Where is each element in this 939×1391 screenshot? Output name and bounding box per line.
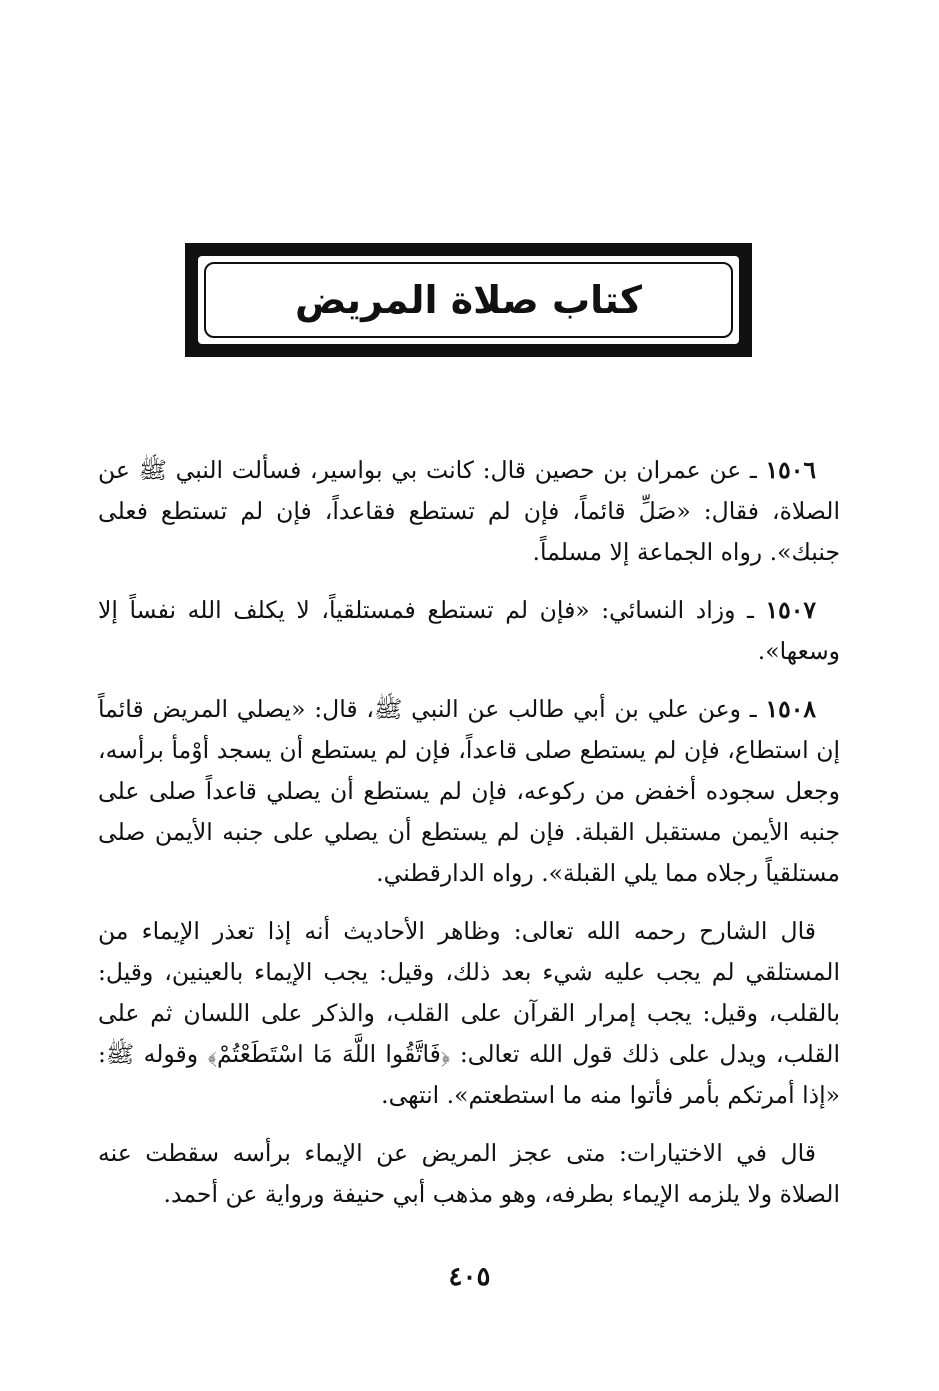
hadith-number: ١٥٠٨ [765, 695, 816, 723]
hadith-1506 [98, 450, 840, 573]
commentary-text: قال الشارح رحمه الله تعالى: وظاهر الأحاديث أنه إذا تعذر الإيماء من المستلقي لم يجب عليه شيء بعد ذلك، وقيل: يجب الإيماء بالعينين، وقيل: بالقلب، وقيل: يجب إمرار القرآن على القلب، والذكر على اللسان ثم على القلب، ويدل على ذلك قول الله تعالى: ﴿فَاتَّقُوا اللَّهَ مَا اسْتَطَعْتُمْ﴾ وقوله ﷺ: «إذا أمرتكم بأمر فأتوا منه ما استطعتم». انتهى. [98, 917, 840, 1109]
chapter-title-frame [185, 243, 752, 357]
hadith-text: ـ وزاد النسائي: «فإن لم تستطع فمستلقياً، لا يكلف الله نفساً إلا وسعها». [98, 596, 840, 665]
title-box [204, 262, 733, 338]
hadith-1507 [98, 590, 840, 672]
chapter-title: كتاب صلاة المريض [294, 278, 643, 322]
hadith-1508 [98, 689, 840, 894]
commentary-text: قال في الاختيارات: متى عجز المريض عن الإيماء برأسه سقطت عنه الصلاة ولا يلزمه الإيماء بطرفه، وهو مذهب أبي حنيفة ورواية عن أحمد. [98, 1139, 840, 1208]
hadith-number: ١٥٠٦ [765, 456, 816, 484]
ikhtiyarat-paragraph [98, 1133, 840, 1215]
page-body [98, 450, 840, 1232]
commentary-paragraph [98, 911, 840, 1116]
title-frame-inner [198, 256, 739, 344]
hadith-number: ١٥٠٧ [765, 596, 816, 624]
hadith-text: ـ وعن علي بن أبي طالب عن النبي ﷺ، قال: «يصلي المريض قائماً إن استطاع، فإن لم يستطع صلى قاعداً، فإن لم يستطع أن يسجد أوْمأ برأسه، وجعل سجوده أخفض من ركوعه، فإن لم يستطع أن يصلي قاعداً صلى على جنبه الأيمن مستقبل القبلة. فإن لم يستطع أن يصلي على جنبه الأيمن صلى مستلقياً رجلاه مما يلي القبلة». رواه الدارقطني. [98, 695, 840, 887]
page-number: ٤٠٥ [448, 1262, 491, 1292]
hadith-text: ـ عن عمران بن حصين قال: كانت بي بواسير، فسألت النبي ﷺ عن الصلاة، فقال: «صَلِّ قائماً، فإن لم تستطع فقاعداً، فإن لم تستطع فعلى جنبك». رواه الجماعة إلا مسلماً. [98, 456, 840, 566]
